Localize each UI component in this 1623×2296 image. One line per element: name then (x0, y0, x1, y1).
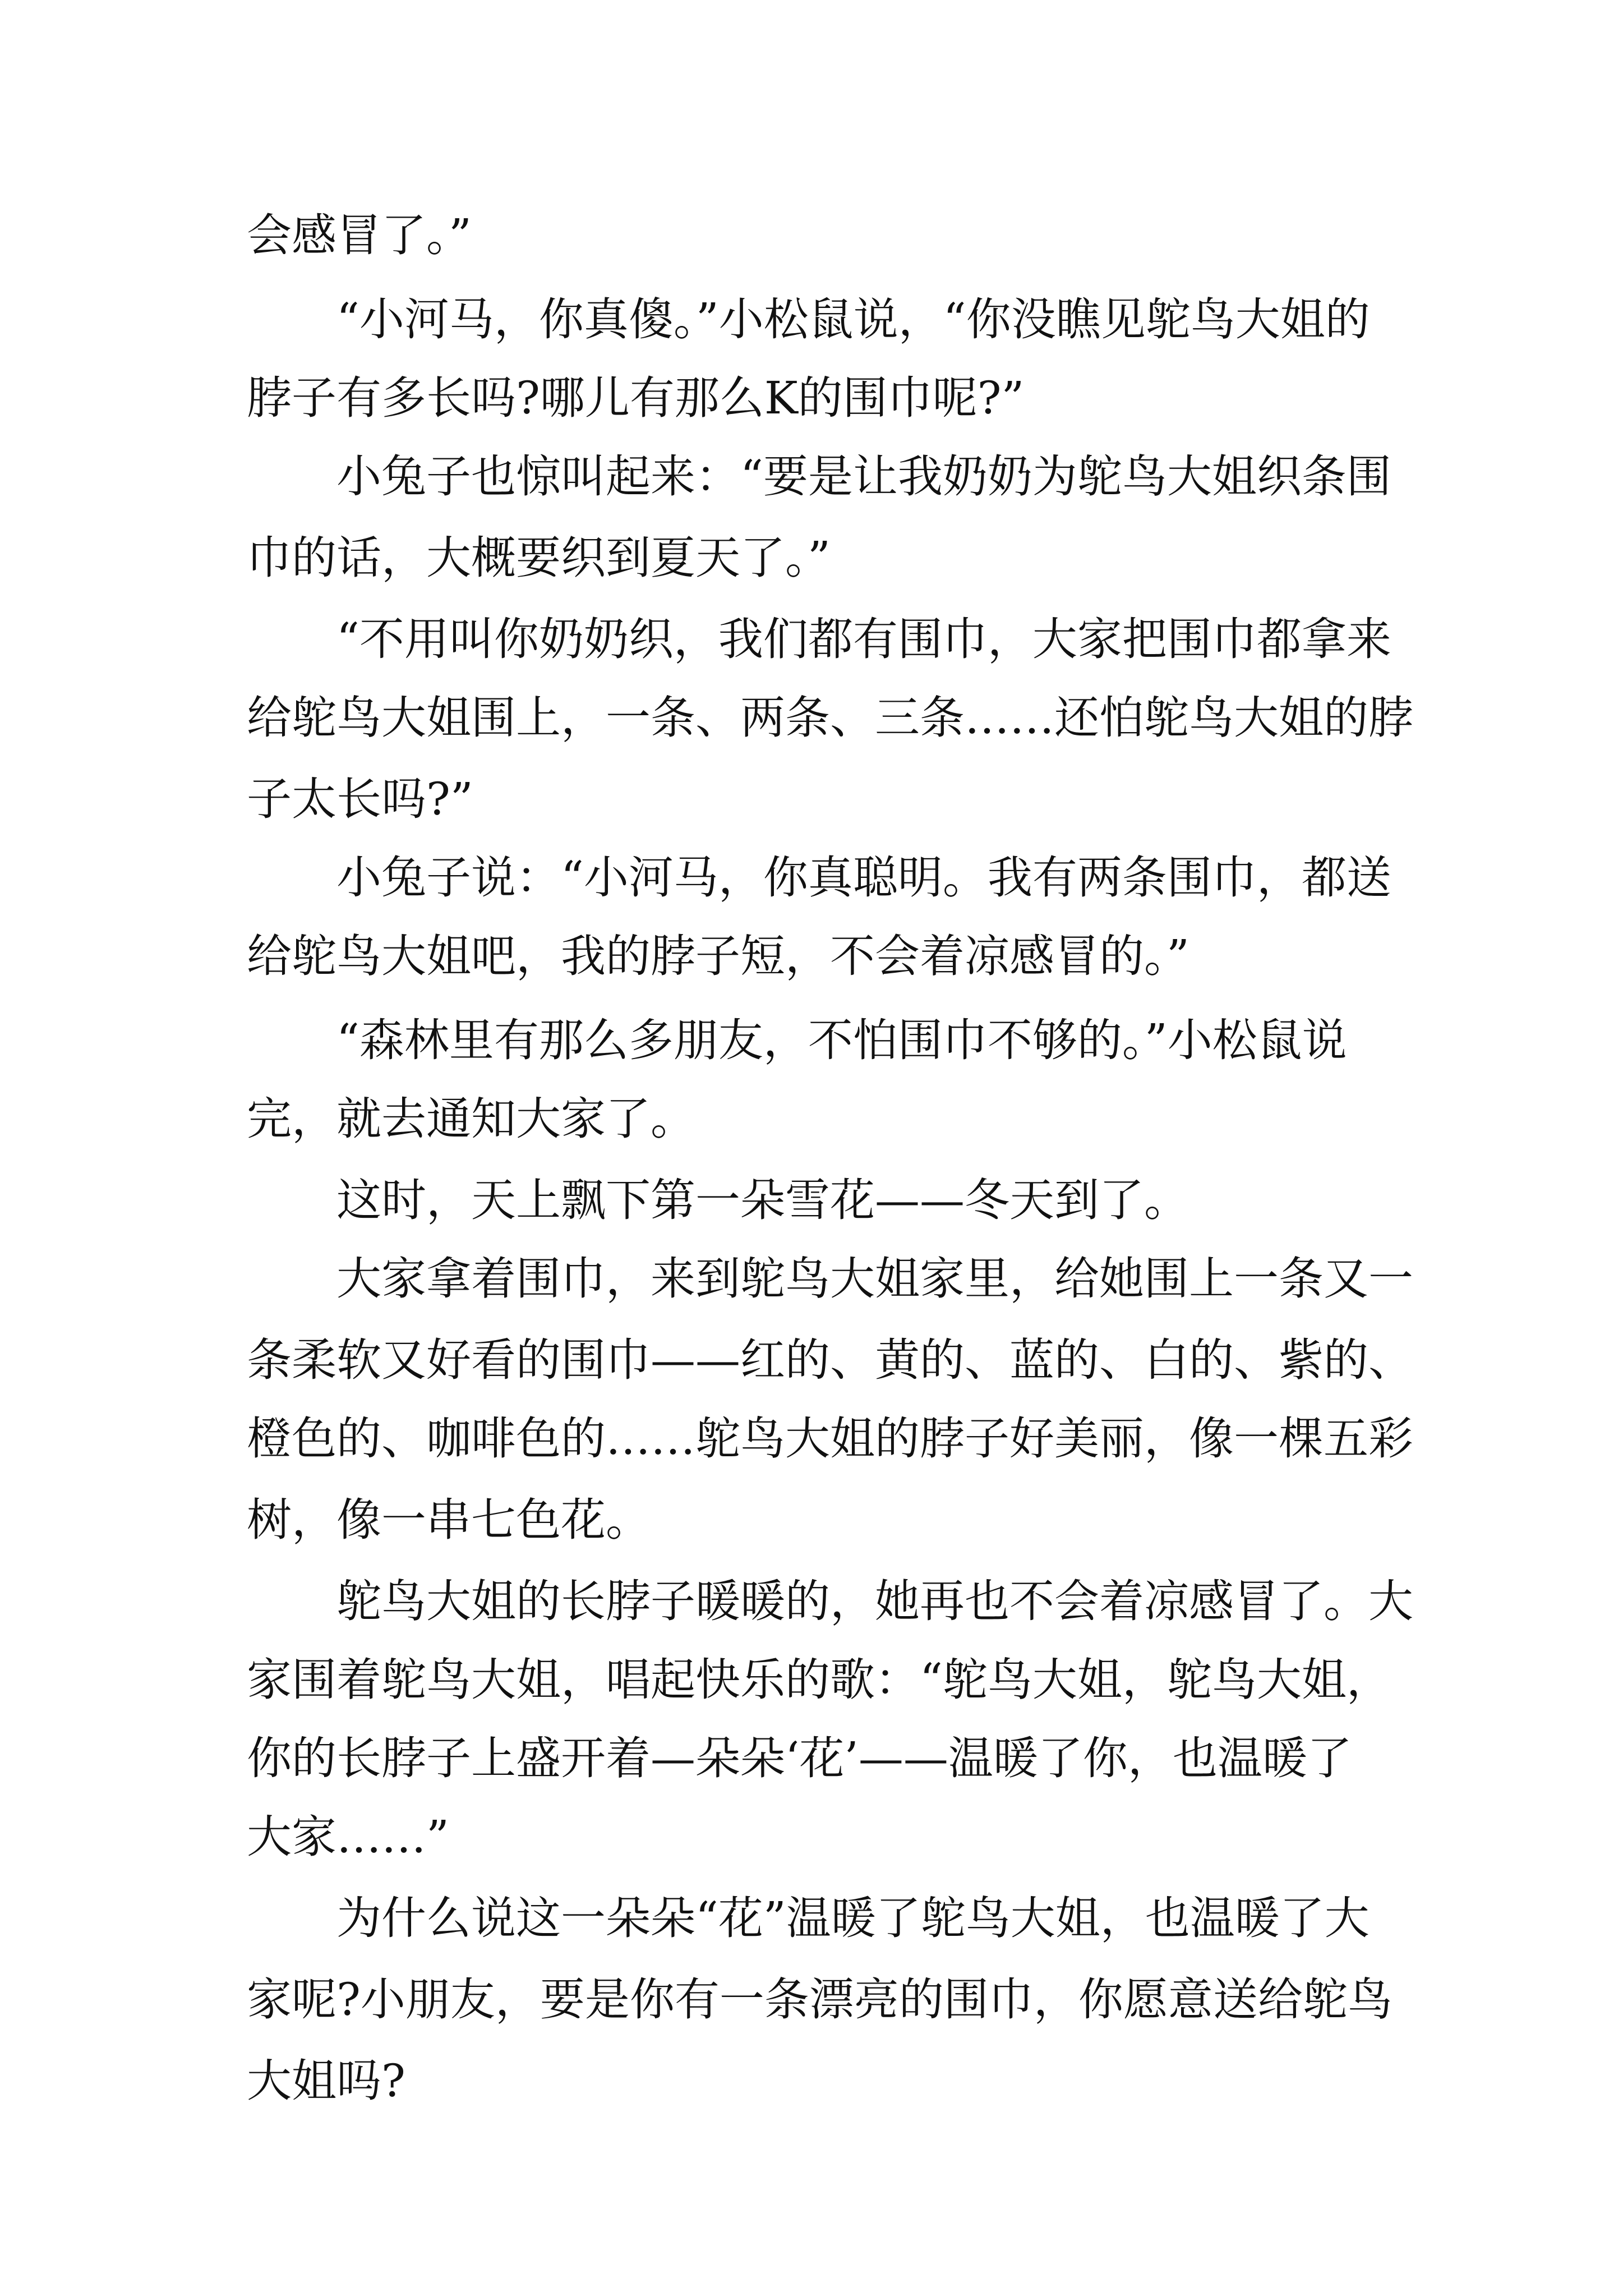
text-line: 这时，天上飘下第一朵雪花——冬天到了。 (336, 1174, 1189, 1226)
text-line: 树，像一串七色花。 (247, 1494, 651, 1546)
text-line: 脖子有多长吗?哪儿有那么K的围巾呢?” (247, 372, 1025, 424)
text-line: 为什么说这一朵朵“花”温暖了鸵鸟大姐，也温暖了大 (336, 1892, 1370, 1944)
text-line: 会感冒了。” (247, 209, 472, 261)
text-line: 鸵鸟大姐的长脖子暖暖的，她再也不会着凉感冒了。大 (336, 1575, 1413, 1627)
text-line: 小兔子也惊叫起来：“要是让我奶奶为鸵鸟大姐织条围 (336, 450, 1391, 503)
text-line: 小兔子说：“小河马，你真聪明。我有两条围巾，都送 (336, 852, 1391, 904)
text-line: 给鸵鸟大姐吧，我的脖子短，不会着凉感冒的。” (247, 930, 1189, 982)
text-line: 条柔软又好看的围巾——红的、黄的、蓝的、白的、紫的、 (247, 1334, 1413, 1386)
text-line: 给鸵鸟大姐围上，一条、两条、三条……还怕鸵鸟大姐的脖 (247, 692, 1413, 744)
text-line: 你的长脖子上盛开着—朵朵‘花’——温暖了你，也温暖了 (247, 1732, 1352, 1784)
text-line: 大姐吗? (247, 2055, 405, 2107)
text-line: 橙色的、咖啡色的……鸵鸟大姐的脖子好美丽，像一棵五彩 (247, 1412, 1413, 1465)
text-line: 巾的话，大概要织到夏天了。” (247, 532, 831, 584)
text-line: 子太长吗?” (247, 773, 473, 825)
text-line: 家围着鸵鸟大姐，唱起快乐的歌：“鸵鸟大姐，鸵鸟大姐， (247, 1654, 1391, 1706)
text-line: 大家拿着围巾，来到鸵鸟大姐家里，给她围上一条又一 (336, 1253, 1413, 1305)
text-line: 家呢?小朋友，要是你有一条漂亮的围巾，你愿意送给鸵鸟 (247, 1973, 1393, 2026)
text-line: 大家……” (247, 1811, 449, 1863)
text-line: “小河马，你真傻。”小松鼠说，“你没瞧见鸵鸟大姐的 (336, 293, 1370, 346)
text-line: 完，就去通知大家了。 (247, 1093, 695, 1145)
text-line: “森林里有那么多朋友，不怕围巾不够的。”小松鼠说 (336, 1014, 1347, 1066)
text-line: “不用叫你奶奶织，我们都有围巾，大家把围巾都拿来 (336, 613, 1391, 665)
